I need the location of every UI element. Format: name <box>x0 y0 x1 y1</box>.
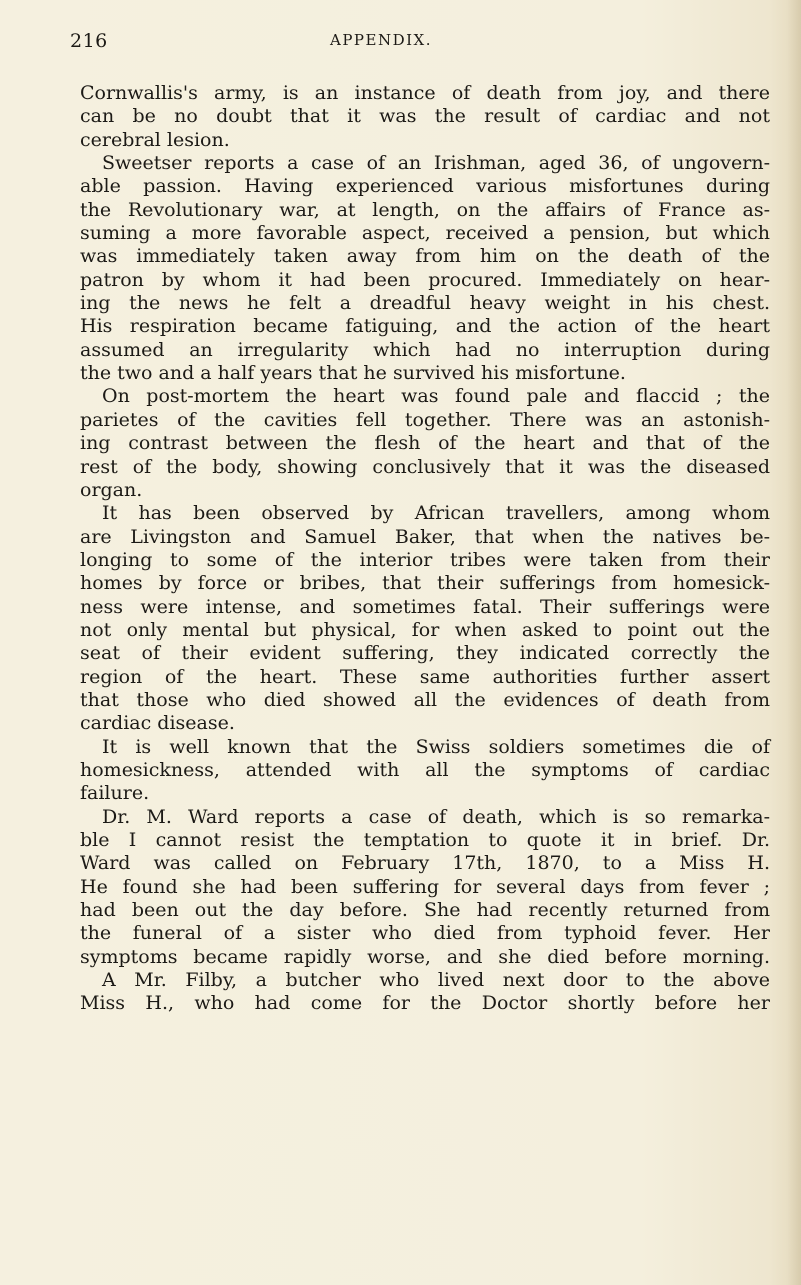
text-line: homes by force or bribes, that their sufferings from homesick- <box>80 572 770 595</box>
text-line: not only mental but physical, for when asked to point out the <box>80 618 770 641</box>
text-line: assumed an irregularity which had no interruption during <box>80 338 770 361</box>
page-edge-shadow <box>787 0 801 1285</box>
text-line: the funeral of a sister who died from typhoid fever. Her <box>80 922 770 945</box>
text-line: A Mr. Filby, a butcher who lived next door to the above <box>102 969 770 992</box>
text-line: able passion. Having experienced various misfortunes during <box>80 175 770 198</box>
text-line: On post-mortem the heart was found pale and flaccid ; the <box>102 385 770 408</box>
page-number: 216 <box>70 30 108 52</box>
text-line: cardiac disease. <box>80 712 235 735</box>
text-line: Dr. M. Ward reports a case of death, which is so remarka- <box>102 805 770 828</box>
text-line: He found she had been suffering for several days from fever ; <box>80 875 770 898</box>
text-line: are Livingston and Samuel Baker, that when the natives be- <box>80 525 770 548</box>
text-line: organ. <box>80 478 143 501</box>
text-line: symptoms became rapidly worse, and she died before morning. <box>80 945 770 968</box>
text-line: It has been observed by African travellers, among whom <box>102 502 770 525</box>
text-line: was immediately taken away from him on the death of the <box>80 245 770 268</box>
text-line: that those who died showed all the evidences of death from <box>80 688 770 711</box>
text-line: It is well known that the Swiss soldiers sometimes die of <box>102 735 770 758</box>
running-head: APPENDIX. <box>330 31 432 49</box>
text-line: parietes of the cavities fell together. There was an astonish- <box>80 408 770 431</box>
body-text <box>80 82 770 1016</box>
text-line: can be no doubt that it was the result of cardiac and not <box>80 105 770 128</box>
text-line: rest of the body, showing conclusively that it was the diseased <box>80 455 770 478</box>
text-line: ble I cannot resist the temptation to quote it in brief. Dr. <box>80 829 770 851</box>
text-line: cerebral lesion. <box>80 128 230 151</box>
page-header <box>70 30 790 54</box>
text-line: the two and a half years that he survived his misfortune. <box>80 362 626 385</box>
text-line: Miss H., who had come for the Doctor shortly before her <box>80 992 770 1015</box>
text-line: homesickness, attended with all the symptoms of cardiac <box>80 758 770 781</box>
text-line: Ward was called on February 17th, 1870, to a Miss H. <box>80 852 770 875</box>
text-line: Cornwallis's army, is an instance of death from joy, and there <box>80 82 770 104</box>
text-line: the Revolutionary war, at length, on the affairs of France as- <box>80 198 770 221</box>
text-line: ing contrast between the flesh of the heart and that of the <box>80 432 770 455</box>
text-line: Sweetser reports a case of an Irishman, aged 36, of ungovern- <box>102 152 770 175</box>
text-line: region of the heart. These same authorities further assert <box>80 665 770 688</box>
text-line: suming a more favorable aspect, received a pension, but which <box>80 222 770 245</box>
text-line: ness were intense, and sometimes fatal. Their sufferings were <box>80 595 770 618</box>
text-line: patron by whom it had been procured. Immediately on hear- <box>80 268 770 291</box>
text-line: ing the news he felt a dreadful heavy weight in his chest. <box>80 292 770 315</box>
text-line: longing to some of the interior tribes were taken from their <box>80 548 770 571</box>
text-line: failure. <box>80 782 150 805</box>
text-line: had been out the day before. She had recently returned from <box>80 899 770 922</box>
text-line: His respiration became fatiguing, and the action of the heart <box>80 315 770 338</box>
text-line: seat of their evident suffering, they indicated correctly the <box>80 642 770 665</box>
